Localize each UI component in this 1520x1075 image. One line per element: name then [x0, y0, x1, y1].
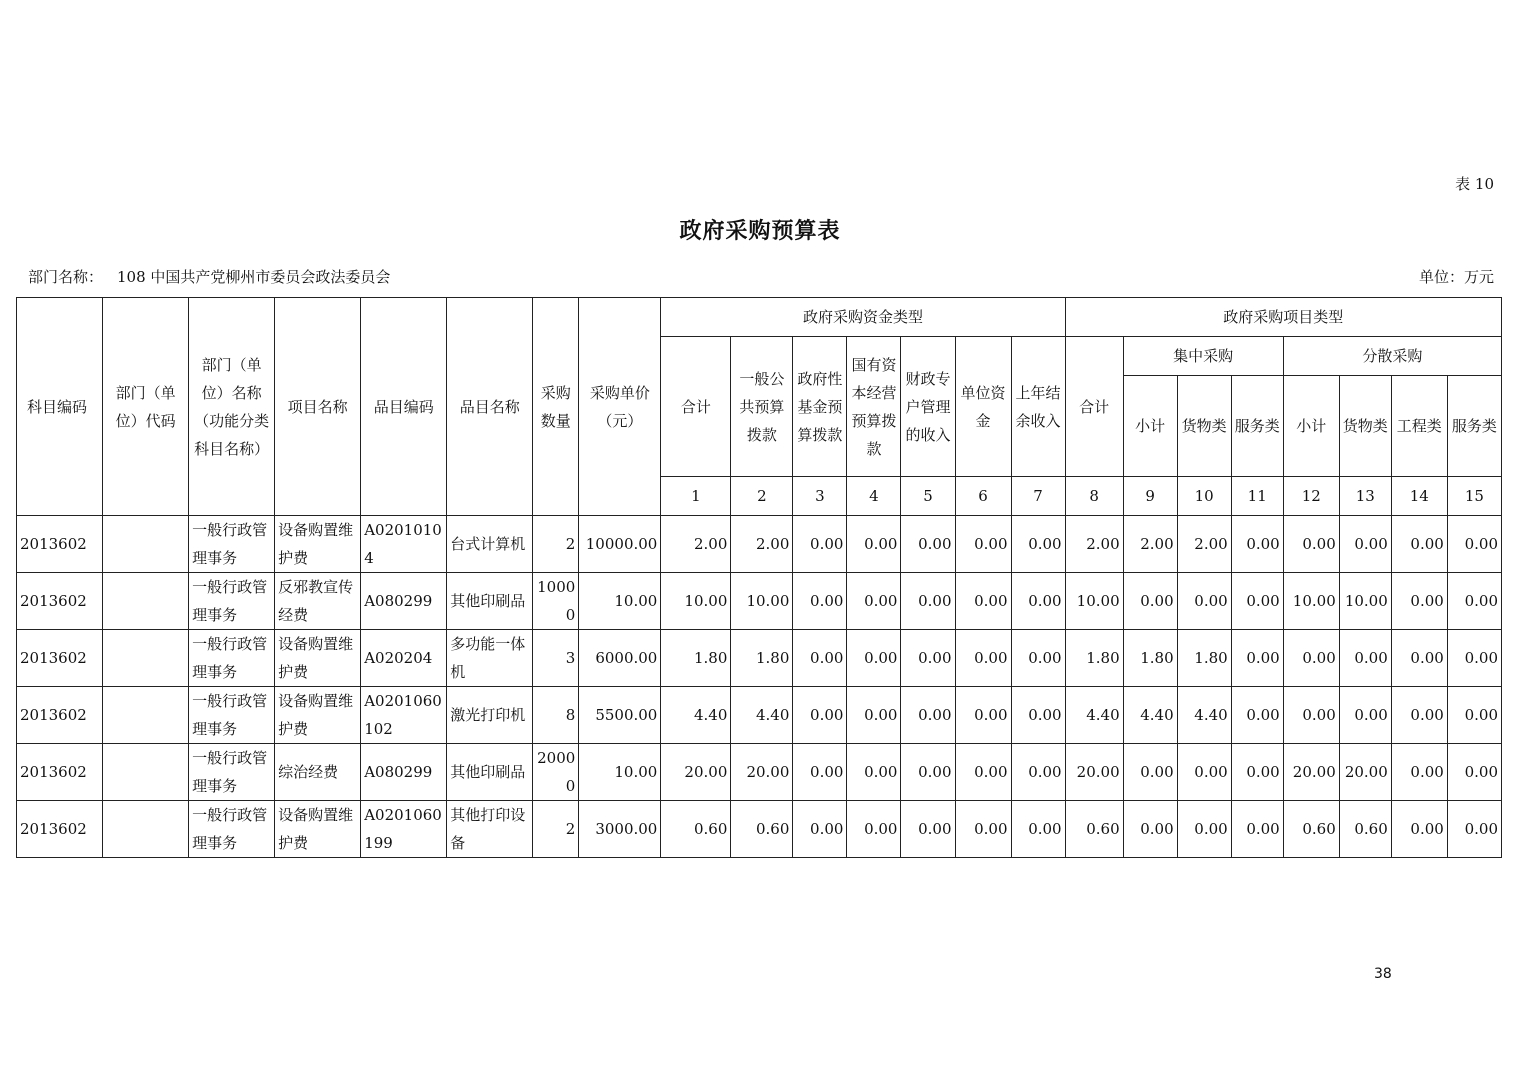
- cell-amount: 0.00: [901, 630, 955, 687]
- table-row: [17, 687, 1502, 744]
- header-item-name: 品目名称: [447, 298, 533, 516]
- cell-amount: 0.00: [1123, 801, 1177, 858]
- cell-amount: 0.00: [1391, 801, 1447, 858]
- column-number: 7: [1011, 477, 1065, 516]
- cell-project-name: 综治经费: [275, 744, 361, 801]
- cell-item-code: A020204: [361, 630, 447, 687]
- cell-amount: 0.00: [901, 516, 955, 573]
- cell-amount: 0.00: [1391, 687, 1447, 744]
- cell-item-code: A0201060199: [361, 801, 447, 858]
- cell-amount: 0.00: [1447, 573, 1501, 630]
- cell-amount: 20.00: [1283, 744, 1339, 801]
- cell-amount: 4.40: [1123, 687, 1177, 744]
- header-general-budget: 一般公共预算拨款: [731, 337, 793, 477]
- cell-item-name: 其他打印设备: [447, 801, 533, 858]
- cell-amount: 0.00: [955, 516, 1011, 573]
- cell-dept-code: [103, 516, 189, 573]
- header-item-code: 品目编码: [361, 298, 447, 516]
- cell-amount: 0.00: [1283, 516, 1339, 573]
- column-number: 15: [1447, 477, 1501, 516]
- page-title: 政府采购预算表: [679, 218, 841, 244]
- cell-amount: 4.40: [661, 687, 731, 744]
- header-subject-code: 科目编码: [17, 298, 103, 516]
- cell-unit-price: 3000.00: [579, 801, 661, 858]
- cell-amount: 0.00: [1011, 573, 1065, 630]
- cell-dept-code: [103, 801, 189, 858]
- cell-amount: 1.80: [1123, 630, 1177, 687]
- department-value: 108 中国共产党柳州市委员会政法委员会: [117, 268, 391, 286]
- cell-quantity: 20000: [533, 744, 579, 801]
- page-number: 38: [1374, 966, 1392, 982]
- cell-amount: 0.00: [955, 801, 1011, 858]
- cell-amount: 0.00: [901, 573, 955, 630]
- cell-project-name: 设备购置维护费: [275, 630, 361, 687]
- cell-amount: 0.00: [955, 687, 1011, 744]
- cell-project-name: 设备购置维护费: [275, 516, 361, 573]
- cell-dept-name: 一般行政管理事务: [189, 744, 275, 801]
- cell-quantity: 2: [533, 516, 579, 573]
- cell-amount: 0.00: [793, 516, 847, 573]
- cell-subject-code: 2013602: [17, 744, 103, 801]
- cell-item-code: A080299: [361, 744, 447, 801]
- cell-quantity: 8: [533, 687, 579, 744]
- cell-quantity: 2: [533, 801, 579, 858]
- cell-amount: 1.80: [731, 630, 793, 687]
- cell-dept-name: 一般行政管理事务: [189, 630, 275, 687]
- table-row: [17, 801, 1502, 858]
- header-fund-type: 政府采购资金类型: [661, 298, 1065, 337]
- cell-amount: 0.60: [1065, 801, 1123, 858]
- table-row: [17, 630, 1502, 687]
- cell-unit-price: 10000.00: [579, 516, 661, 573]
- cell-amount: 0.00: [847, 630, 901, 687]
- cell-amount: 0.00: [1447, 630, 1501, 687]
- cell-project-name: 设备购置维护费: [275, 687, 361, 744]
- cell-subject-code: 2013602: [17, 801, 103, 858]
- header-fund-total: 合计: [661, 337, 731, 477]
- cell-amount: 10.00: [661, 573, 731, 630]
- cell-amount: 0.00: [1391, 630, 1447, 687]
- cell-amount: 0.00: [1391, 516, 1447, 573]
- cell-amount: 1.80: [1065, 630, 1123, 687]
- cell-amount: 0.00: [955, 744, 1011, 801]
- header-unit-funds: 单位资金: [955, 337, 1011, 477]
- cell-amount: 0.00: [1339, 687, 1391, 744]
- cell-amount: 0.00: [1177, 573, 1231, 630]
- cell-amount: 0.00: [1177, 744, 1231, 801]
- column-number: 6: [955, 477, 1011, 516]
- header-dept-code: 部门（单位）代码: [103, 298, 189, 516]
- cell-amount: 0.00: [1447, 516, 1501, 573]
- cell-amount: 0.00: [1231, 630, 1283, 687]
- cell-amount: 0.00: [1011, 801, 1065, 858]
- header-state-capital: 国有资本经营预算拨款: [847, 337, 901, 477]
- cell-dept-code: [103, 573, 189, 630]
- cell-amount: 0.00: [847, 573, 901, 630]
- cell-amount: 0.00: [1123, 744, 1177, 801]
- table-row: [17, 573, 1502, 630]
- cell-amount: 0.00: [1283, 687, 1339, 744]
- cell-amount: 0.60: [661, 801, 731, 858]
- cell-subject-code: 2013602: [17, 573, 103, 630]
- column-number: 5: [901, 477, 955, 516]
- cell-amount: 0.00: [793, 801, 847, 858]
- cell-amount: 20.00: [1339, 744, 1391, 801]
- cell-unit-price: 10.00: [579, 744, 661, 801]
- cell-amount: 20.00: [731, 744, 793, 801]
- cell-amount: 0.00: [793, 687, 847, 744]
- cell-amount: 1.80: [1177, 630, 1231, 687]
- cell-amount: 10.00: [1339, 573, 1391, 630]
- header-special-account: 财政专户管理的收入: [901, 337, 955, 477]
- cell-dept-name: 一般行政管理事务: [189, 801, 275, 858]
- header-project-type: 政府采购项目类型: [1065, 298, 1501, 337]
- cell-amount: 0.00: [901, 687, 955, 744]
- cell-unit-price: 6000.00: [579, 630, 661, 687]
- cell-unit-price: 5500.00: [579, 687, 661, 744]
- cell-item-code: A080299: [361, 573, 447, 630]
- header-project-name: 项目名称: [275, 298, 361, 516]
- cell-amount: 0.00: [793, 630, 847, 687]
- cell-dept-name: 一般行政管理事务: [189, 516, 275, 573]
- cell-amount: 20.00: [1065, 744, 1123, 801]
- cell-amount: 0.00: [1339, 630, 1391, 687]
- column-number: 10: [1177, 477, 1231, 516]
- cell-amount: 4.40: [731, 687, 793, 744]
- cell-amount: 10.00: [731, 573, 793, 630]
- cell-dept-code: [103, 630, 189, 687]
- column-number: 8: [1065, 477, 1123, 516]
- procurement-budget-table: [16, 297, 1502, 858]
- cell-amount: 10.00: [1283, 573, 1339, 630]
- cell-amount: 0.00: [1231, 687, 1283, 744]
- cell-item-name: 其他印刷品: [447, 573, 533, 630]
- cell-amount: 0.00: [1447, 687, 1501, 744]
- cell-amount: 0.00: [1177, 801, 1231, 858]
- cell-item-name: 台式计算机: [447, 516, 533, 573]
- cell-amount: 0.60: [731, 801, 793, 858]
- cell-amount: 0.00: [1447, 801, 1501, 858]
- header-decentralized-subtotal: 小计: [1283, 376, 1339, 477]
- header-centralized: 集中采购: [1123, 337, 1283, 376]
- cell-amount: 0.00: [793, 744, 847, 801]
- cell-amount: 0.00: [1231, 801, 1283, 858]
- cell-amount: 4.40: [1065, 687, 1123, 744]
- cell-dept-name: 一般行政管理事务: [189, 687, 275, 744]
- cell-quantity: 3: [533, 630, 579, 687]
- cell-amount: 0.00: [1231, 744, 1283, 801]
- header-quantity: 采购数量: [533, 298, 579, 516]
- cell-amount: 0.00: [1231, 573, 1283, 630]
- cell-project-name: 设备购置维护费: [275, 801, 361, 858]
- cell-amount: 0.00: [1391, 744, 1447, 801]
- cell-amount: 0.00: [955, 573, 1011, 630]
- cell-amount: 0.00: [1283, 630, 1339, 687]
- cell-amount: 0.00: [1231, 516, 1283, 573]
- header-decentralized-goods: 货物类: [1339, 376, 1391, 477]
- header-gov-fund: 政府性基金预算拨款: [793, 337, 847, 477]
- cell-amount: 0.60: [1283, 801, 1339, 858]
- cell-subject-code: 2013602: [17, 687, 103, 744]
- cell-amount: 0.00: [793, 573, 847, 630]
- header-dept-name: 部门（单位）名称（功能分类科目名称）: [189, 298, 275, 516]
- cell-amount: 0.00: [1447, 744, 1501, 801]
- cell-item-code: A02010104: [361, 516, 447, 573]
- cell-amount: 4.40: [1177, 687, 1231, 744]
- cell-amount: 2.00: [731, 516, 793, 573]
- header-project-total: 合计: [1065, 337, 1123, 477]
- header-centralized-goods: 货物类: [1177, 376, 1231, 477]
- header-unit-price: 采购单价（元）: [579, 298, 661, 516]
- header-centralized-services: 服务类: [1231, 376, 1283, 477]
- cell-amount: 0.00: [901, 801, 955, 858]
- department-line: [28, 266, 390, 287]
- column-number: 11: [1231, 477, 1283, 516]
- cell-dept-code: [103, 687, 189, 744]
- unit-label: 单位：万元: [1418, 268, 1494, 286]
- cell-amount: 0.00: [901, 744, 955, 801]
- cell-amount: 0.00: [847, 687, 901, 744]
- cell-subject-code: 2013602: [17, 516, 103, 573]
- table-row: [17, 744, 1502, 801]
- cell-amount: 0.00: [1011, 516, 1065, 573]
- header-decentralized-works: 工程类: [1391, 376, 1447, 477]
- cell-unit-price: 10.00: [579, 573, 661, 630]
- cell-project-name: 反邪教宣传经费: [275, 573, 361, 630]
- header-centralized-subtotal: 小计: [1123, 376, 1177, 477]
- cell-amount: 0.00: [847, 744, 901, 801]
- cell-amount: 0.00: [1123, 573, 1177, 630]
- cell-amount: 0.00: [1011, 630, 1065, 687]
- cell-amount: 0.00: [955, 630, 1011, 687]
- cell-amount: 0.00: [1011, 687, 1065, 744]
- cell-item-name: 多功能一体机: [447, 630, 533, 687]
- cell-amount: 0.00: [1339, 516, 1391, 573]
- cell-amount: 0.00: [1391, 573, 1447, 630]
- header-decentralized: 分散采购: [1283, 337, 1501, 376]
- cell-dept-code: [103, 744, 189, 801]
- column-number: 2: [731, 477, 793, 516]
- cell-subject-code: 2013602: [17, 630, 103, 687]
- table-row: [17, 516, 1502, 573]
- cell-amount: 20.00: [661, 744, 731, 801]
- column-number: 1: [661, 477, 731, 516]
- cell-amount: 2.00: [661, 516, 731, 573]
- column-number: 12: [1283, 477, 1339, 516]
- cell-item-name: 激光打印机: [447, 687, 533, 744]
- cell-amount: 2.00: [1123, 516, 1177, 573]
- cell-item-name: 其他印刷品: [447, 744, 533, 801]
- cell-item-code: A0201060102: [361, 687, 447, 744]
- column-number: 13: [1339, 477, 1391, 516]
- cell-amount: 0.00: [847, 516, 901, 573]
- column-number: 3: [793, 477, 847, 516]
- cell-amount: 0.00: [1011, 744, 1065, 801]
- header-prior-surplus: 上年结余收入: [1011, 337, 1065, 477]
- column-number: 14: [1391, 477, 1447, 516]
- cell-amount: 1.80: [661, 630, 731, 687]
- cell-amount: 2.00: [1177, 516, 1231, 573]
- column-number: 4: [847, 477, 901, 516]
- department-label: 部门名称：: [28, 268, 104, 286]
- cell-dept-name: 一般行政管理事务: [189, 573, 275, 630]
- column-number: 9: [1123, 477, 1177, 516]
- cell-quantity: 10000: [533, 573, 579, 630]
- header-decentralized-services: 服务类: [1447, 376, 1501, 477]
- cell-amount: 10.00: [1065, 573, 1123, 630]
- table-number: 表 10: [1455, 175, 1494, 193]
- cell-amount: 0.60: [1339, 801, 1391, 858]
- cell-amount: 2.00: [1065, 516, 1123, 573]
- cell-amount: 0.00: [847, 801, 901, 858]
